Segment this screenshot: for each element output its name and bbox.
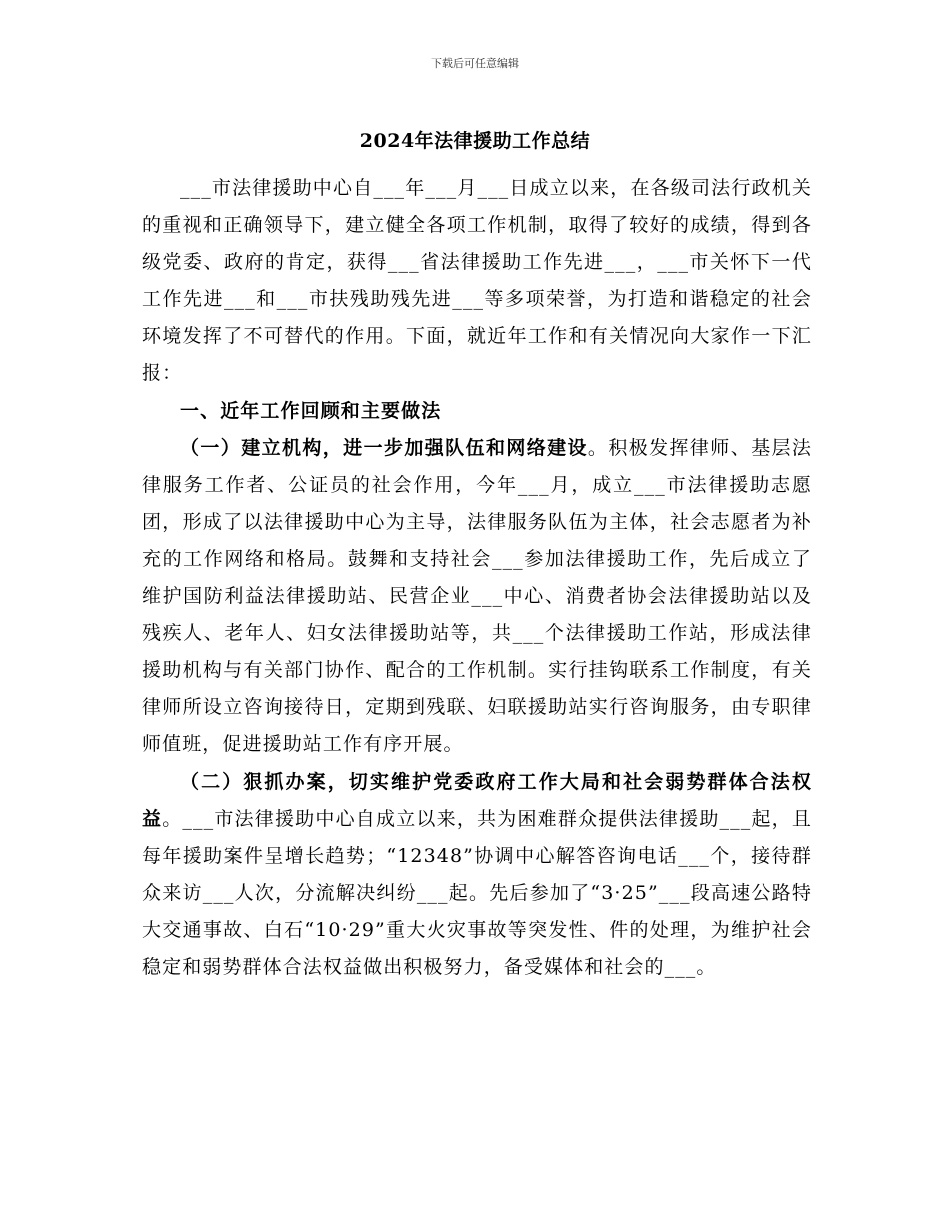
- section-heading-text: 一、近年工作回顾和主要做法: [180, 399, 442, 422]
- paragraph-subsection-1: [142, 430, 812, 764]
- paragraph-text: 。___市法律援助中心自成立以来，共为困难群众提供法律援助___起，且每年援助案件呈增长趋势；“12348”协调中心解答咨询电话___个，接待群众来访___人次，分流解决纠纷___起。先后参加了“3·25”___段高速公路特大交通事故、白石“10·29”重大火灾事故等突发性、件的处理，为维护社会稳定和弱势群体合法权益做出积极努力，备受媒体和社会的___。: [142, 807, 812, 978]
- header-note: 下载后可任意编辑: [431, 57, 519, 70]
- subsection-heading: （一）建立机构，进一步加强队伍和网络建设: [180, 436, 588, 459]
- section-heading: [142, 393, 812, 430]
- paragraph-text: ___市法律援助中心自___年___月___日成立以来，在各级司法行政机关的重视和正确领导下，建立健全各项工作机制，取得了较好的成绩，得到各级党委、政府的肯定，获得___省法律援助工作先进___，___市关怀下一代工作先进___和___市扶残助残先进___等多项荣誉，为打造和谐稳定的社会环境发挥了不可替代的作用。下面，就近年工作和有关情况向大家作一下汇报：: [142, 177, 812, 385]
- document-title: 2024年法律援助工作总结: [359, 130, 591, 152]
- paragraph-subsection-2: [142, 764, 812, 987]
- document-body: [142, 170, 812, 986]
- paragraph-text: 。积极发挥律师、基层法律服务工作者、公证员的社会作用，今年___月，成立___市法律援助志愿团，形成了以法律援助中心为主导，法律服务队伍为主体，社会志愿者为补充的工作网络和格局。鼓舞和支持社会___参加法律援助工作，先后成立了维护国防利益法律援助站、民营企业___中心、消费者协会法律援助站以及残疾人、老年人、妇女法律援助站等，共___个法律援助工作站，形成法律援助机构与有关部门协作、配合的工作机制。实行挂钩联系工作制度，有关律师所设立咨询接待日，定期到残联、妇联援助站实行咨询服务，由专职律师值班，促进援助站工作有序开展。: [142, 436, 812, 756]
- subsection-heading: （二）狠抓办案，切实维护党委政府工作大局和社会弱势群体合法权益: [142, 770, 812, 830]
- paragraph-intro: [142, 170, 812, 393]
